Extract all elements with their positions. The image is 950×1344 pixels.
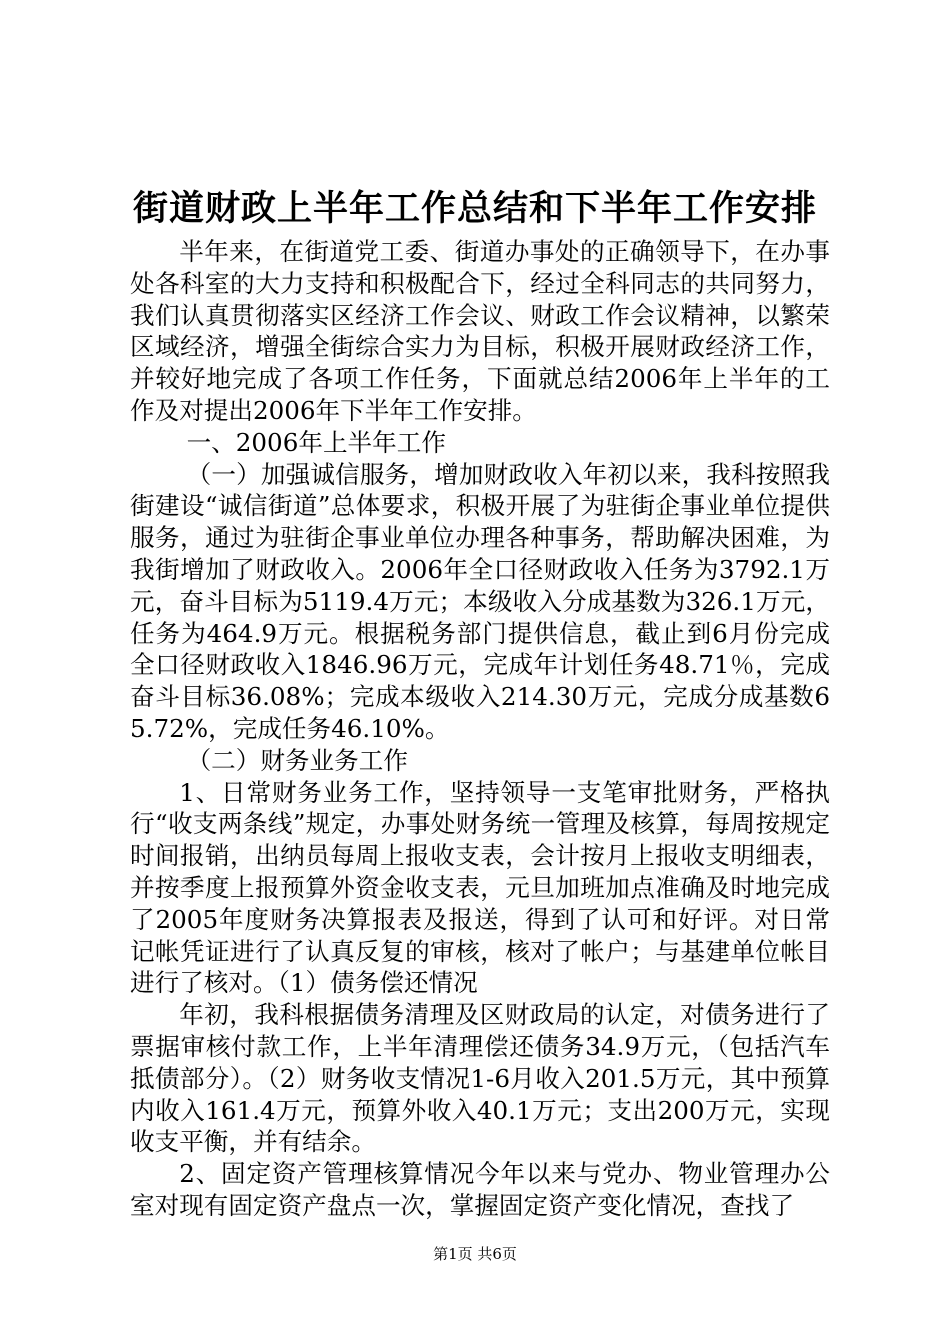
page-footer: 第1页 共6页: [433, 1245, 517, 1263]
paragraph-fixed-assets: 2、固定资产管理核算情况今年以来与党办、物业管理办公室对现有固定资产盘点一次，掌握固定资产变化情况，查找了: [130, 1159, 830, 1220]
subsection-heading-finance: （二）财务业务工作: [186, 745, 408, 775]
document-title: 街道财政上半年工作总结和下半年工作安排: [132, 188, 817, 229]
document-body: [130, 236, 830, 1222]
paragraph-daily-finance: 1、日常财务业务工作，坚持领导一支笔审批财务，严格执行“收支两条线”规定，办事处财务统一管理及核算，每周按规定时间报销，出纳员每周上报收支表，会计按月上报收支明细表，并按季度上报预算外资金收支表，元旦加班加点准确及时地完成了2005年度财务决算报表及报送，得到了认可和好评。对日常记帐凭证进行了认真反复的审核，核对了帐户；与基建单位帐目进行了核对。（1）债务偿还情况: [130, 777, 830, 998]
paragraph-debt: 年初，我科根据债务清理及区财政局的认定，对债务进行了票据审核付款工作，上半年清理偿还债务34.9万元，（包括汽车抵债部分）。（2）财务收支情况1-6月收入201.5万元，其中预算内收入161.4万元，预算外收入40.1万元；支出200万元，实现收支平衡，并有结余。: [130, 1000, 830, 1157]
paragraph-revenue: （一）加强诚信服务，增加财政收入年初以来，我科按照我街建设“诚信街道”总体要求，积极开展了为驻街企事业单位提供服务，通过为驻街企事业单位办理各种事务，帮助解决困难，为我街增加了财政收入。2006年全口径财政收入任务为3792.1万元，奋斗目标为5119.4万元；本级收入分成基数为326.1万元，任务为464.9万元。根据税务部门提供信息，截止到6月份完成全口径财政收入1846.96万元，完成年计划任务48.71％，完成奋斗目标36.08%；完成本级收入214.30万元，完成分成基数65.72%，完成任务46.10%。: [130, 459, 830, 743]
paragraph-intro: 半年来，在街道党工委、街道办事处的正确领导下，在办事处各科室的大力支持和积极配合下，经过全科同志的共同努力，我们认真贯彻落实区经济工作会议、财政工作会议精神，以繁荣区域经济，增强全街综合实力为目标，积极开展财政经济工作，并较好地完成了各项工作任务，下面就总结2006年上半年的工作及对提出2006年下半年工作安排。: [130, 237, 830, 425]
section-heading-first-half: 一、2006年上半年工作: [186, 427, 446, 457]
